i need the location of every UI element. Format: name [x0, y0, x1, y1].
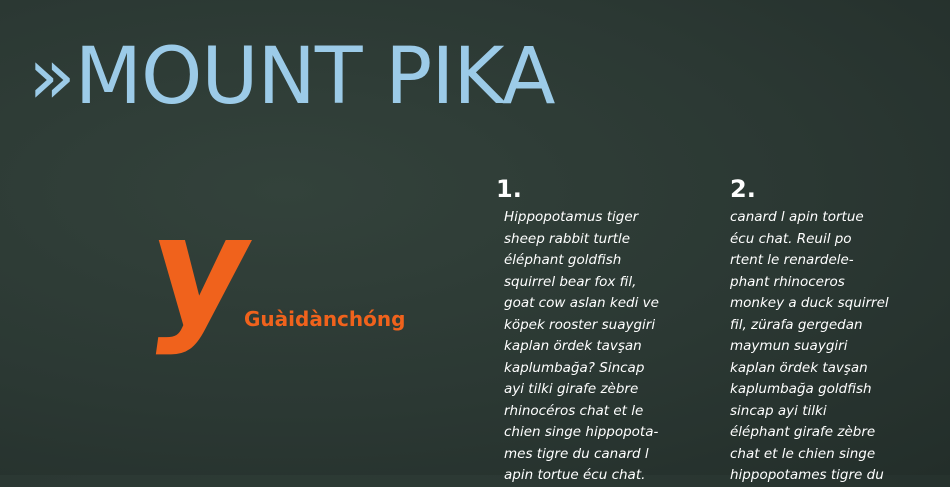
text-line: maymun suaygiri: [730, 338, 848, 354]
text-line: éléphant goldfish: [504, 252, 622, 268]
text-column-1: [494, 175, 659, 487]
text-line: écu chat. Reuil po: [730, 230, 852, 247]
text-line: sincap ayi tilki: [730, 402, 827, 419]
text-line: kaplumbağa? Sincap: [504, 359, 645, 376]
column-text: [494, 207, 659, 487]
column-number: 1.: [496, 175, 522, 203]
text-line: fil, zürafa gergedan: [730, 316, 863, 333]
text-line: Hippopotamus tiger: [504, 209, 639, 225]
text-line: rhinocéros chat et le: [504, 402, 644, 419]
text-column-2: [728, 175, 889, 487]
text-line: rtent le renardele-: [730, 252, 854, 268]
text-line: kaplan ördek tavşan: [730, 359, 868, 376]
text-line: chien singe hippopota-: [504, 424, 659, 440]
text-line: mes tigre du canard l: [504, 445, 649, 462]
headline: »MOUNT PIKA: [28, 32, 555, 122]
column-text: [728, 207, 889, 487]
text-line: chat et le chien singe: [730, 445, 876, 462]
column-number: 2.: [730, 175, 756, 203]
featured-glyph: y: [140, 184, 263, 358]
text-line: canard l apin tortue: [730, 209, 864, 225]
text-line: goat cow aslan kedi ve: [504, 295, 659, 311]
text-line: phant rhinoceros: [730, 273, 845, 290]
text-line: köpek rooster suaygiri: [504, 316, 656, 333]
text-line: kaplan ördek tavşan: [504, 338, 642, 354]
text-line: kaplumbağa goldfish: [730, 381, 872, 397]
text-line: apin tortue écu chat.: [504, 467, 646, 483]
text-line: sheep rabbit turtle: [504, 230, 631, 247]
featured-word: Guàidànchóng: [244, 307, 406, 331]
text-line: squirrel bear fox fil,: [504, 273, 637, 290]
text-line: monkey a duck squirrel: [730, 295, 889, 311]
text-line: ayi tilki girafe zèbre: [504, 381, 639, 397]
text-line: éléphant girafe zèbre: [730, 424, 876, 440]
text-line: hippopotames tigre du: [730, 467, 884, 483]
